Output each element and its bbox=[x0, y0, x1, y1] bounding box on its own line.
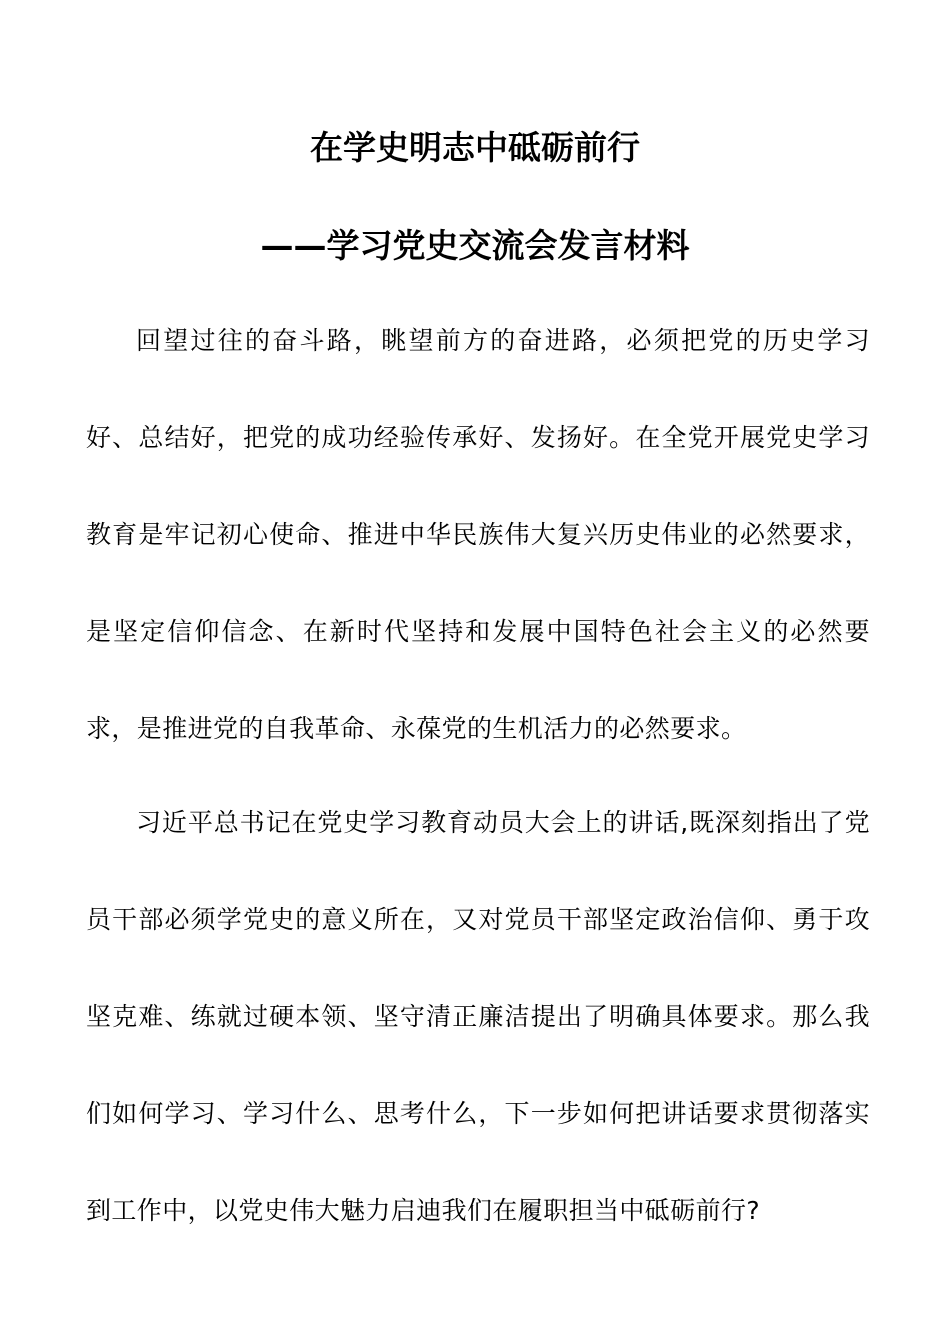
document-title: 在学史明志中砥砺前行 bbox=[310, 128, 640, 167]
paragraph-2: 习近平总书记在党史学习教育动员大会上的讲话,既深刻指出了党员干部必须学党史的意义所在，又对党员干部坚定政治信仰、勇于攻坚克难、练就过硬本领、坚守清正廉洁提出了明确具体要求。那么我们如何学习、学习什么、思考什么，下一步如何把讲话要求贯彻落实到工作中，以党史伟大魅力启迪我们在履职担当中砥砺前行? bbox=[86, 808, 870, 1225]
paragraph-1: 回望过往的奋斗路，眺望前方的奋进路，必须把党的历史学习好、总结好，把党的成功经验传承好、发扬好。在全党开展党史学习教育是牢记初心使命、推进中华民族伟大复兴历史伟业的必然要求，是坚定信仰信念、在新时代坚持和发展中国特色社会主义的必然要求，是推进党的自我革命、永葆党的生机活力的必然要求。 bbox=[86, 326, 870, 743]
document-subtitle: ——学习党史交流会发言材料 bbox=[260, 226, 690, 265]
